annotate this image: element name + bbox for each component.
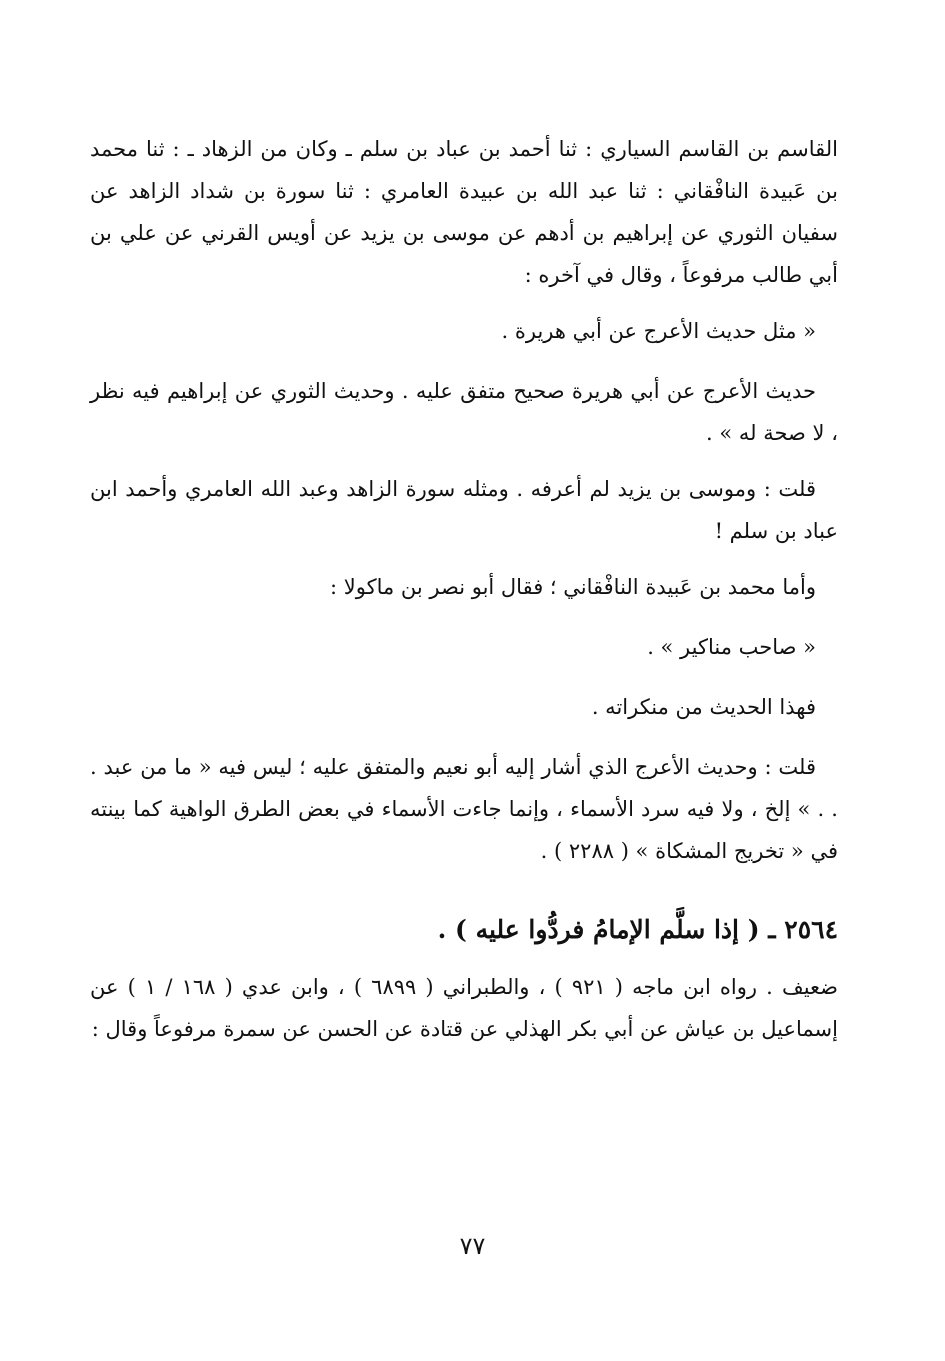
quote-manakir: « صاحب مناكير » . [647,635,816,659]
paragraph-hadith-araj: حديث الأعرج عن أبي هريرة صحيح متفق عليه . وحديث الثوري عن إبراهيم فيه نظر ، لا صحة له » . [90,379,838,445]
hadith-heading: ٢٥٦٤ ـ ( إذا سلَّم الإمامُ فردُّوا عليه ) . [437,915,838,944]
paragraph-muhammad-ubaidah: وأما محمد بن عَبيدة النافْقاني ؛ فقال أبو نصر بن ماكولا : [330,575,816,599]
paragraph-munkarat: فهذا الحديث من منكراته . [591,695,816,719]
quote-abu-hurairah: « مثل حديث الأعرج عن أبي هريرة . [501,319,816,343]
paragraph-musa-comment: قلت : وموسى بن يزيد لم أعرفه . ومثله سورة الزاهد وعبد الله العامري وأحمد ابن عباد بن سلم ! [90,477,838,543]
page-number: ٧٧ [459,1232,486,1260]
page-body [90,128,838,1064]
paragraph-araj-comment: قلت : وحديث الأعرج الذي أشار إليه أبو نعيم والمتفق عليه ؛ ليس فيه « ما من عبد . . . » إلخ ، ولا فيه سرد الأسماء ، وإنما جاءت الأسماء في بعض الطرق الواهية كما بينته في « تخريج المشكاة » ( ٢٢٨٨ ) . [90,755,838,863]
paragraph-daif: ضعيف . رواه ابن ماجه ( ٩٢١ ) ، والطبراني ( ٦٨٩٩ ) ، وابن عدي ( ١٦٨ / ١ ) عن إسماعيل بن عياش عن أبي بكر الهذلي عن قتادة عن الحسن عن سمرة مرفوعاً وقال : [90,975,838,1041]
paragraph-isnad: القاسم بن القاسم السياري : ثنا أحمد بن عباد بن سلم ـ وكان من الزهاد ـ : ثنا محمد بن عَبيدة النافْقاني : ثنا عبد الله بن عبيدة العامري : ثنا سورة بن شداد الزاهد عن سفيان الثوري عن إبراهيم بن أدهم عن موسى بن يزيد عن أويس القرني عن علي بن أبي طالب مرفوعاً ، وقال في آخره : [90,137,838,287]
